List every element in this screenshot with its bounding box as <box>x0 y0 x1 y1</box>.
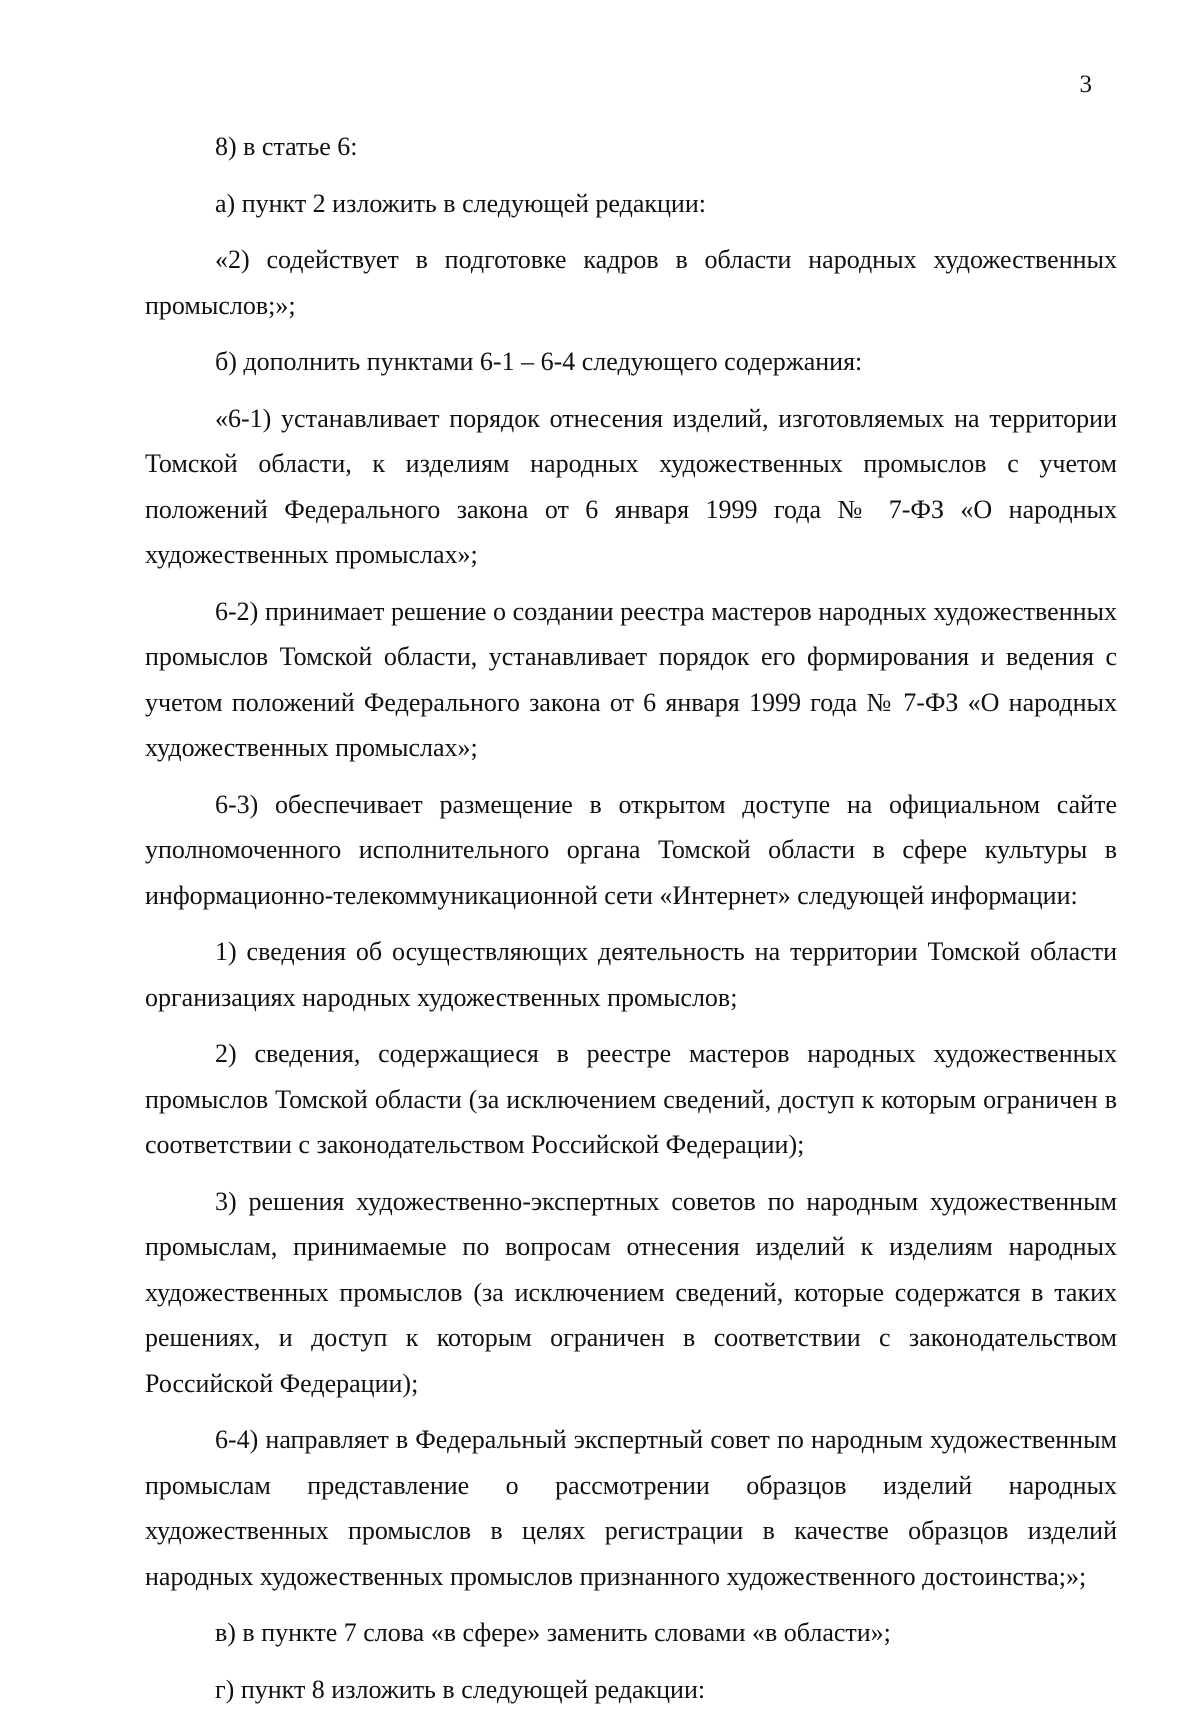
paragraph-item-6-4: 6-4) направляет в Федеральный экспертный совет по народным художественным промыслам представление о рассмотрении образцов изделий народных художественных промыслов в целях регистрации в качестве образцов изделий народных художественных промыслов признанного художественного достоинства;»; <box>145 1425 1117 1591</box>
paragraph-item-7-amendment: в) в пункте 7 слова «в сфере» заменить словами «в области»; <box>215 1618 891 1647</box>
paragraph-item-6-3: 6-3) обеспечивает размещение в открытом доступе на официальном сайте уполномоченного исполнительного органа Томской области в сфере культуры в информационно-телекоммуникационной сети «Интернет» следующей информации: <box>145 789 1117 910</box>
document-body <box>145 124 1117 1723</box>
paragraph-item-6-1: «6-1) устанавливает порядок отнесения изделий, изготовляемых на территории Томской области, к изделиям народных художественных промыслов с учетом положений Федерального закона от 6 января 1999 года № 7-ФЗ «О народных художественных промыслах»; <box>145 403 1117 569</box>
paragraph-item-2-intro: а) пункт 2 изложить в следующей редакции: <box>215 188 706 218</box>
paragraph-item-2-text: «2) содействует в подготовке кадров в области народных художественных промыслов;»; <box>145 245 1117 320</box>
paragraph-article-6: 8) в статье 6: <box>215 132 358 161</box>
page-number: 3 <box>1079 71 1092 98</box>
paragraph-subitem-2: 2) сведения, содержащиеся в реестре мастеров народных художественных промыслов Томской области (за исключением сведений, доступ к которым ограничен в соответствии с законодательством Российской Федерации); <box>145 1039 1117 1159</box>
paragraph-subitem-3: 3) решения художественно-экспертных советов по народным художественным промыслам, принимаемые по вопросам отнесения изделий к изделиям народных художественных промыслов (за исключением сведений, которые содержатся в таких решениях, и доступ к которым ограничен в соответствии с законодательством Российской Федерации); <box>145 1186 1117 1398</box>
paragraph-items-6-1-6-4-intro: б) дополнить пунктами 6-1 – 6-4 следующего содержания: <box>215 347 863 376</box>
paragraph-subitem-1: 1) сведения об осуществляющих деятельность на территории Томской области организациях народных художественных промыслов; <box>145 937 1117 1012</box>
paragraph-item-8-intro: г) пункт 8 изложить в следующей редакции: <box>215 1674 706 1704</box>
paragraph-item-6-2: 6-2) принимает решение о создании реестра мастеров народных художественных промыслов Томской области, устанавливает порядок его формирования и ведения с учетом положений Федерального закона от 6 января 1999 года № 7-ФЗ «О народных художественных промыслах»; <box>145 596 1117 762</box>
